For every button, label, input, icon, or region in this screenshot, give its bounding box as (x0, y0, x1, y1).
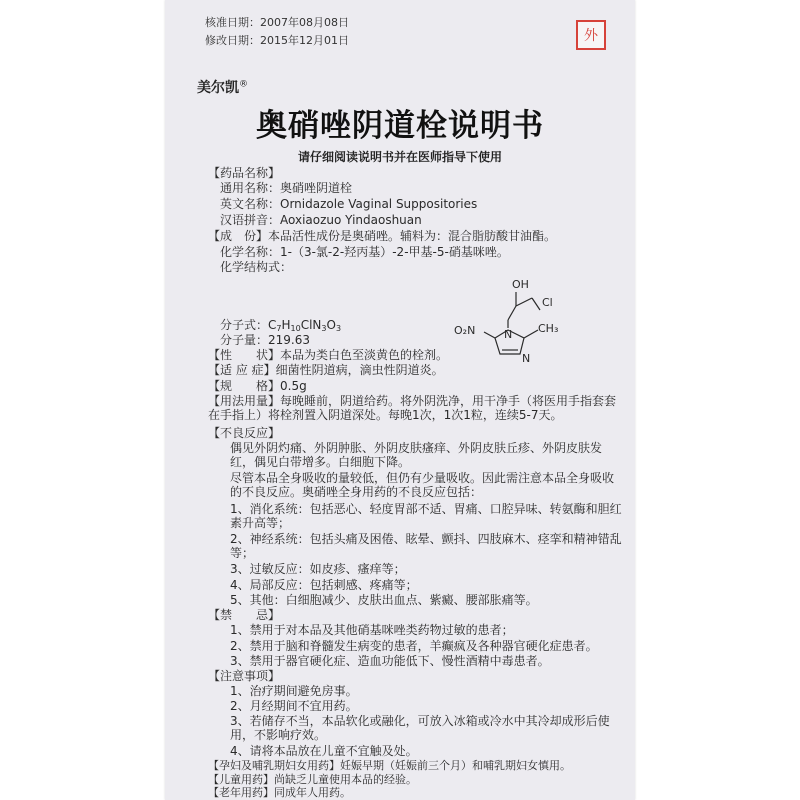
ch3-label: CH₃ (538, 322, 559, 335)
adverse-item-3: 3、过敏反应：如皮疹、瘙痒等； (230, 562, 406, 576)
children-section (208, 773, 618, 786)
structure-label: 化学结构式： (220, 260, 293, 274)
formula-o: O (326, 318, 336, 332)
adverse-heading: 【不良反应】 (208, 426, 281, 440)
precaution-3: 3、若储存不当，本品软化或融化，可放入冰箱或冷水中其冷却成形后使用，不影响疗效。 (230, 714, 610, 742)
formula-c-count: 7 (276, 324, 282, 333)
drug-name-heading: 【药品名称】 (208, 166, 281, 180)
page-subtitle: 请仔细阅读说明书并在医师指导下使用 (297, 150, 502, 164)
composition: 【成 份】本品活性成份是奥硝唑。辅料为：混合脂肪酸甘油酯。 (208, 229, 557, 243)
formula-n-count: 3 (321, 324, 327, 333)
precautions-heading: 【注意事项】 (208, 669, 281, 683)
molecular-weight: 分子量：219.63 (220, 333, 310, 347)
n2-label: N (522, 352, 531, 365)
english-name: 英文名称：Ornidazole Vaginal Suppositories (220, 197, 478, 211)
external-use-badge: 外 (576, 20, 606, 50)
precaution-4: 4、请将本品放在儿童不宜触及处。 (230, 744, 418, 758)
contraindication-3: 3、禁用于器官硬化症、造血功能低下、慢性酒精中毒患者。 (230, 654, 550, 668)
pregnancy-heading: 【孕妇及哺乳期妇女用药】 (208, 759, 340, 772)
contraindication-1: 1、禁用于对本品及其他硝基咪唑类药物过敏的患者； (230, 623, 514, 637)
precaution-1: 1、治疗期间避免房事。 (230, 684, 358, 698)
revision-date: 修改日期：2015年12月01日 (205, 34, 349, 47)
elderly-section (208, 786, 618, 799)
children-text: 尚缺乏儿童使用本品的经验。 (274, 773, 417, 786)
approval-date: 核准日期：2007年08月08日 (205, 16, 349, 29)
adverse-paragraph-2: 尽管本品全身吸收的量较低，但仍有少量吸收。因此需注意本品全身吸收的不良反应。奥硝唑全身用药的不良反应包括： (230, 471, 615, 499)
children-heading: 【儿童用药】 (208, 773, 274, 786)
chemical-name: 化学名称：1-（3-氯-2-羟丙基）-2-甲基-5-硝基咪唑。 (220, 245, 509, 259)
generic-name: 通用名称：奥硝唑阴道栓 (220, 181, 353, 195)
adverse-paragraph-1: 偶见外阴灼痛、外阴肿胀、外阴皮肤瘙痒、外阴皮肤丘疹、外阴皮肤发红，偶见白带增多。白细胞下降。 (230, 441, 603, 469)
pregnancy-text: 妊娠早期（妊娠前三个月）和哺乳期妇女慎用。 (340, 759, 571, 772)
character: 【性 状】本品为类白色至淡黄色的栓剂。 (208, 348, 449, 362)
adverse-item-5: 5、其他：白细胞减少、皮肤出血点、紫癜、腰部胀痛等。 (230, 593, 538, 607)
adverse-item-2: 2、神经系统：包括头痛及困倦、眩晕、颤抖、四肢麻木、痉挛和精神错乱等； (230, 532, 622, 560)
no2-label: O₂N (454, 324, 476, 337)
formula-o-count: 3 (335, 324, 342, 333)
usage-dosage: 【用法用量】每晚睡前，阴道给药。将外阴洗净，用干净手（将医用手指套套在手指上）将栓剂置入阴道深处。每晚1次，1次1粒，连续5-7天。 (208, 394, 617, 422)
n1-label: N (504, 328, 513, 341)
page-title: 奥硝唑阴道栓说明书 (256, 108, 544, 144)
pregnancy-section (208, 759, 618, 772)
formula-h-count: 10 (290, 324, 301, 333)
adverse-item-1: 1、消化系统：包括恶心、轻度胃部不适、胃痛、口腔异味、转氨酶和胆红素升高等； (230, 502, 622, 530)
elderly-heading: 【老年用药】 (208, 786, 274, 799)
oh-label: OH (512, 278, 529, 291)
contraindications-heading: 【禁 忌】 (208, 608, 281, 622)
registered-mark: ® (239, 79, 248, 90)
pinyin-name: 汉语拼音：Aoxiaozuo Yindaoshuan (220, 213, 422, 227)
brand-text: 美尔凯 (197, 80, 239, 96)
cl-label: Cl (542, 296, 553, 309)
adverse-item-4: 4、局部反应：包括刺感、疼痛等； (230, 578, 418, 592)
indication: 【适 应 症】细菌性阴道病，滴虫性阴道炎。 (208, 363, 444, 377)
brand-name (197, 77, 248, 97)
precaution-2: 2、月经期间不宜用药。 (230, 699, 358, 713)
formula-h: H (281, 318, 291, 332)
contraindication-2: 2、禁用于脑和脊髓发生病变的患者，羊癫疯及各种器官硬化症患者。 (230, 639, 598, 653)
elderly-text: 同成年人用药。 (274, 786, 351, 799)
formula-cln: ClN (300, 318, 322, 332)
formula-prefix: 分子式：C (220, 318, 277, 332)
specification: 【规 格】0.5g (208, 379, 307, 393)
